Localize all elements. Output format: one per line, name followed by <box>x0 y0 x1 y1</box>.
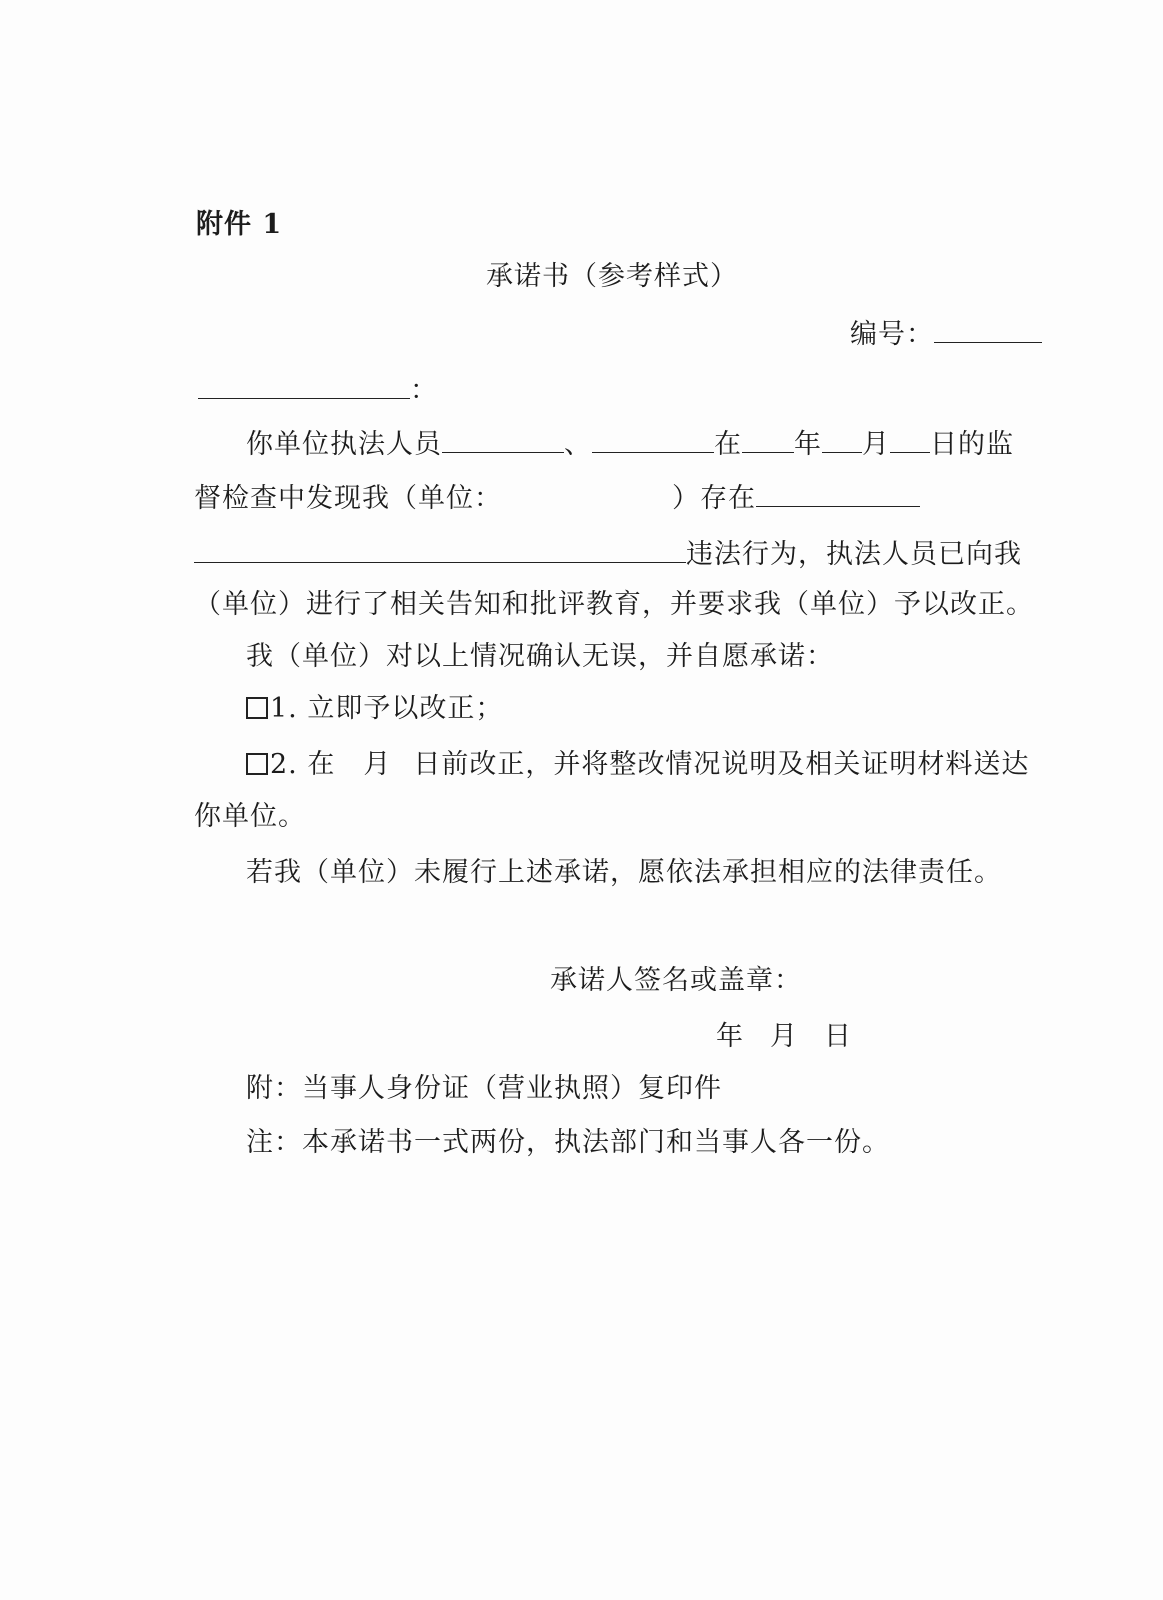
separator: 、 <box>564 429 592 460</box>
addressee-colon: ： <box>410 375 438 406</box>
option-2-month: 月 <box>363 749 392 780</box>
liability-text: 若我（单位）未履行上述承诺，愿依法承担相应的法律责任。 <box>246 857 1002 888</box>
at-text: 在 <box>714 429 742 460</box>
document-title: 承诺书（参考样式） <box>486 261 738 292</box>
officer2-blank[interactable] <box>592 426 714 453</box>
checkbox-option-1[interactable] <box>246 697 268 719</box>
para1-line3 <box>194 536 1022 572</box>
option-1-text: 1. 立即予以改正； <box>270 693 504 724</box>
date-year: 年 <box>716 1021 744 1052</box>
option-2-text-b: 日前改正，并将整改情况说明及相关证明材料送达 <box>413 749 1030 780</box>
option-2-text-a: 2. 在 <box>270 749 336 780</box>
para1-text: 你单位执法人员 <box>246 429 442 460</box>
number-blank[interactable] <box>934 316 1042 343</box>
violation-blank-2[interactable] <box>194 536 686 563</box>
confirm-text: 我（单位）对以上情况确认无误，并自愿承诺： <box>246 641 834 672</box>
attachment-label: 附件 1 <box>196 209 283 240</box>
para1-line2-b: ）存在 <box>672 483 756 514</box>
para1-line2 <box>194 480 920 516</box>
para1-line3-text: 违法行为，执法人员已向我 <box>686 539 1022 570</box>
copies-note: 注：本承诺书一式两份，执法部门和当事人各一份。 <box>246 1127 890 1158</box>
option-2-continuation: 你单位。 <box>194 801 306 832</box>
day-text: 日的监 <box>930 429 1014 460</box>
date-month: 月 <box>770 1021 798 1052</box>
signature-date <box>716 1020 852 1054</box>
number-label: 编号： <box>850 319 934 350</box>
addressee-line <box>198 372 438 408</box>
violation-blank-1[interactable] <box>756 480 920 507</box>
officer1-blank[interactable] <box>442 426 564 453</box>
date-day: 日 <box>824 1021 852 1052</box>
para1-line1 <box>246 426 1014 462</box>
option-2 <box>246 748 1029 782</box>
attachment-note: 附：当事人身份证（营业执照）复印件 <box>246 1073 722 1104</box>
day-blank[interactable] <box>890 426 930 453</box>
year-text: 年 <box>794 429 822 460</box>
month-blank[interactable] <box>822 426 862 453</box>
option-1 <box>246 692 503 726</box>
checkbox-option-2[interactable] <box>246 753 268 775</box>
month-text: 月 <box>862 429 890 460</box>
number-field <box>850 316 1042 352</box>
addressee-blank[interactable] <box>198 372 410 399</box>
para1-line4: （单位）进行了相关告知和批评教育，并要求我（单位）予以改正。 <box>194 589 1034 620</box>
signature-label: 承诺人签名或盖章： <box>550 965 802 996</box>
year-blank[interactable] <box>742 426 794 453</box>
para1-line2-a: 督检查中发现我（单位： <box>194 483 502 514</box>
